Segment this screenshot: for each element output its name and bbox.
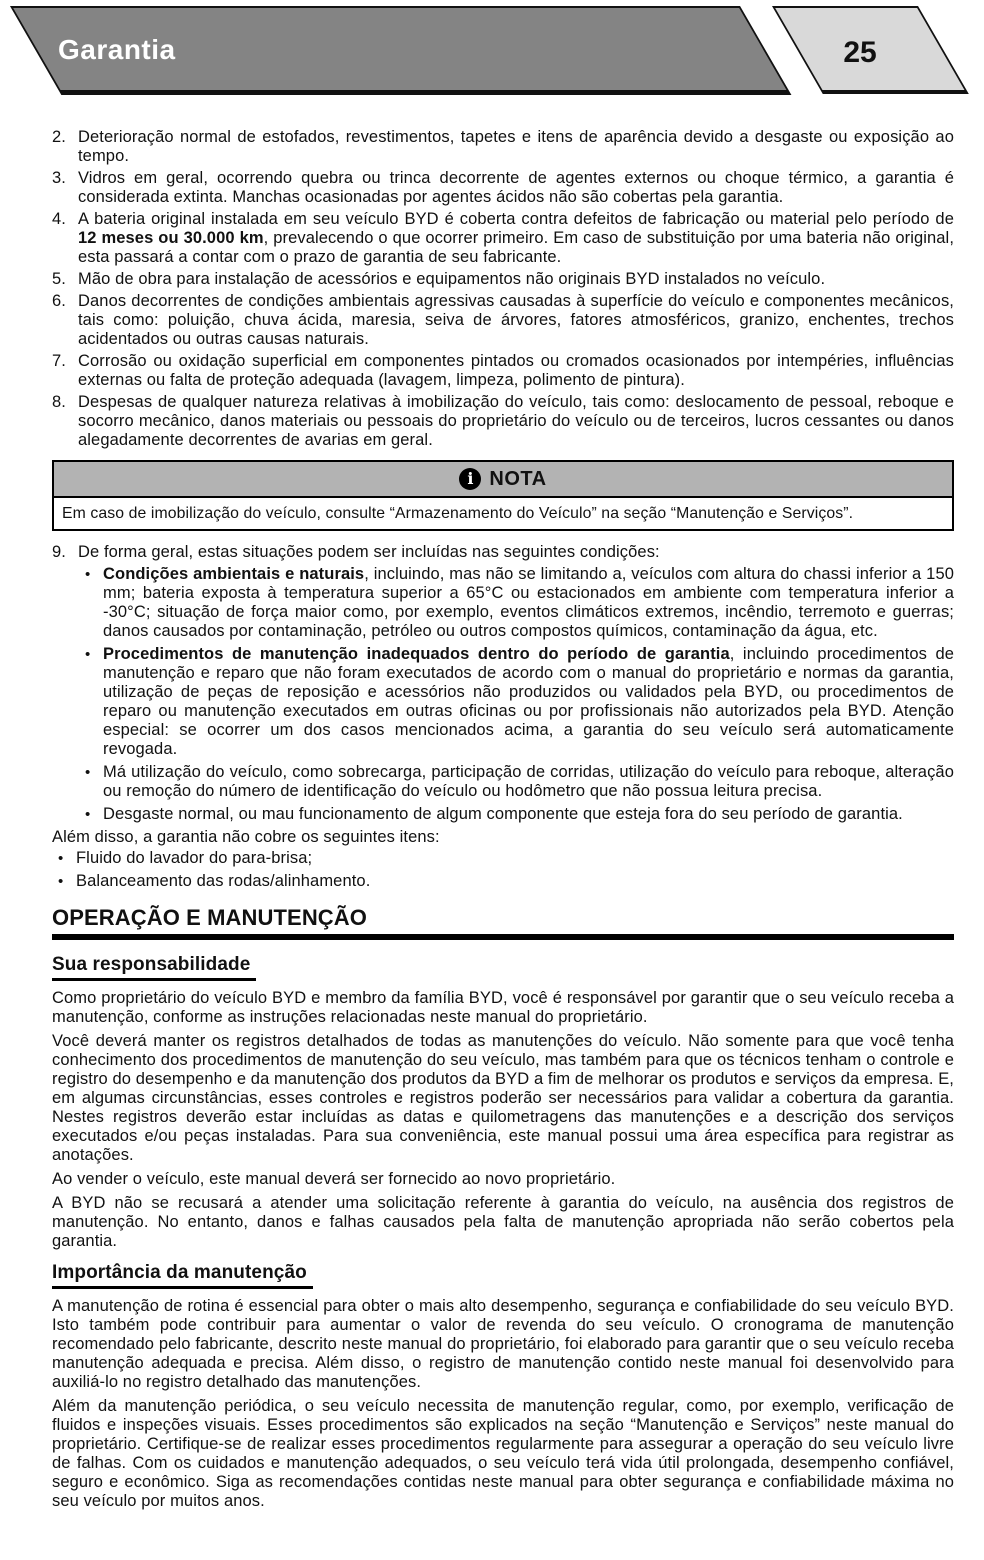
condition-bullet-item xyxy=(85,805,954,824)
bullet-icon: • xyxy=(85,806,91,823)
list-item-9 xyxy=(52,543,954,562)
bullet-text xyxy=(103,805,954,824)
item-number: 7. xyxy=(52,352,66,370)
list-item xyxy=(52,128,954,166)
bullet-icon: • xyxy=(85,646,91,663)
list-item xyxy=(52,270,954,289)
bullet-icon: • xyxy=(58,850,64,867)
additional-bullet-item xyxy=(58,849,954,868)
item-text xyxy=(78,270,954,289)
list-item xyxy=(52,352,954,390)
item-number: 9. xyxy=(52,543,66,561)
paragraph: A BYD não se recusará a atender uma solicitação referente à garantia do veículo, na ausência dos registros de manutenção. No entanto, danos e falhas causados pela falta de manutenção apropriada não serão cobertos pela garantia. xyxy=(52,1194,954,1250)
item-text xyxy=(78,128,954,166)
condition-bullet-item xyxy=(85,565,954,641)
page-title: Garantia xyxy=(58,34,176,65)
text-segment: Má utilização do veículo, como sobrecarga, participação de corridas, utilização do veículo para reboque, alteração ou remoção do número de identificação do veículo ou hodômetro que não possua leitura precisa. xyxy=(103,763,954,800)
bullet-text xyxy=(103,763,954,801)
subsection-title: Sua responsabilidade xyxy=(52,954,256,981)
text-segment: Danos decorrentes de condições ambientais agressivas causadas à superfície do veículo e componentes mecânicos, tais como: poluição, chuva ácida, maresia, seiva de árvores, fatores atmosféricos, granizo, enchentes, trechos acidentados ou outras causas naturais. xyxy=(78,292,954,348)
text-segment: Mão de obra para instalação de acessórios e equipamentos não originais BYD instalados no veículo. xyxy=(78,270,826,288)
paragraph: Como proprietário do veículo BYD e membro da família BYD, você é responsável por garantir que o seu veículo receba a manutenção, conforme as instruções relacionadas neste manual do proprietário. xyxy=(52,989,954,1026)
nota-box xyxy=(52,460,954,531)
item-text xyxy=(78,169,954,207)
list-item xyxy=(52,292,954,349)
bold-text-segment: Procedimentos de manutenção inadequados dentro do período de garantia xyxy=(103,645,730,663)
bold-text-segment: Condições ambientais e naturais xyxy=(103,565,365,583)
bullet-text: Fluido do lavador do para-brisa; xyxy=(76,849,313,867)
nota-header xyxy=(54,462,952,498)
list-item xyxy=(52,393,954,450)
item-text xyxy=(78,352,954,390)
subsection xyxy=(52,948,954,1251)
subsection xyxy=(52,1256,954,1511)
text-segment: Despesas de qualquer natureza relativas à imobilização do veículo, tais como: deslocamento de pessoal, reboque e socorro mecânico, danos materiais ou pessoais do proprietário do veículo ou de terceiros, lucros cessantes ou danos alegadamente decorrentes de avarias em geral. xyxy=(78,393,954,449)
condition-bullet-list xyxy=(52,565,954,824)
additional-intro: Além disso, a garantia não cobre os seguintes itens: xyxy=(52,828,440,846)
bullet-text: Balanceamento das rodas/alinhamento. xyxy=(76,872,371,890)
condition-bullet-item xyxy=(85,645,954,759)
text-segment: Corrosão ou oxidação superficial em componentes pintados ou cromados ocasionados por intempéries, influências externas ou falta de proteção adequada (lavagem, limpeza, polimento de pintura). xyxy=(78,352,954,389)
paragraph: Ao vender o veículo, este manual deverá ser fornecido ao novo proprietário. xyxy=(52,1170,616,1188)
page-number: 25 xyxy=(843,36,877,69)
info-icon-glyph: i xyxy=(467,469,474,488)
paragraph: Você deverá manter os registros detalhados de todas as manutenções do veículo. Não somente para que você tenha conhecimento dos procedimentos de manutenção do seu veículo, mas também para que os técnicos tenham o controle e registro do desempenho e da manutenção dos produtos da BYD a fim de melhorar os produtos e serviços da empresa. E, em algumas circunstâncias, esses controles e registros poderão ser necessários para validar a cobertura da garantia. Nestes registros deverão estar incluídas as datas e quilometragens das manutenções e a descrição dos serviços executados e/ou peças instaladas. Para sua conveniência, este manual possui uma área específica para registrar as anotações. xyxy=(52,1032,954,1164)
bullet-text xyxy=(103,645,954,759)
section-title-underline xyxy=(52,934,954,940)
page-header xyxy=(0,0,984,100)
text-segment: Vidros em geral, ocorrendo quebra ou trinca decorrente de agentes externos ou choque térmico, a garantia é considerada extinta. Manchas ocasionadas por agentes ácidos não são cobertas pela garantia. xyxy=(78,169,954,206)
text-segment: Deterioração normal de estofados, revestimentos, tapetes e itens de aparência devido a desgaste ou exposição ao tempo. xyxy=(78,128,954,165)
list-item xyxy=(52,169,954,207)
item-number: 5. xyxy=(52,270,66,288)
warranty-exclusion-list xyxy=(52,128,954,450)
subsections xyxy=(52,948,954,1511)
paragraph: Além da manutenção periódica, o seu veículo necessita de manutenção regular, como, por exemplo, verificação de fluidos e inspeções visuais. Esses procedimentos são explicados na seção “Manutenção e Serviços” neste manual do proprietário. Certifique-se de realizar esses procedimentos regularmente para assegurar a operação do seu veículo livre de falhas. Com os cuidados e manutenção adequados, o seu veículo terá vida útil prolongada, desempenho confiável, seguro e econômico. Siga as recomendações contidas neste manual para obter segurança e confiabilidade máxima no seu veículo por muitos anos. xyxy=(52,1397,954,1510)
item-number: 6. xyxy=(52,292,66,310)
nota-title: NOTA xyxy=(489,467,547,490)
bullet-icon: • xyxy=(85,566,91,583)
info-icon xyxy=(459,468,481,490)
subsection-title: Importância da manutenção xyxy=(52,1262,313,1289)
paragraph: A manutenção de rotina é essencial para obter o mais alto desempenho, segurança e confiabilidade do seu veículo BYD. Isto também pode contribuir para aumentar o valor de revenda do seu veículo. O cronograma de manutenção recomendado pelo fabricante, descrito neste manual do proprietário, foi elaborado para garantir que o seu veículo receba manutenção adequada e precisa. Além disso, o registro de manutenção contido neste manual foi desenvolvido para auxiliá-lo no registro detalhado das manutenções. xyxy=(52,1297,954,1391)
text-segment: , incluindo procedimentos de manutenção e reparo que não foram executados de acordo com o manual do proprietário e normas da garantia, utilização de peças de reposição e acessórios não produzidos ou validados pela BYD, ou procedimentos de reparo ou manutenção executados em outras oficinas ou por profissionais não autorizados pela BYD. Atenção especial: se ocorrer um dos casos mencionados acima, a garantia do seu veículo será automaticamente revogada. xyxy=(103,645,954,758)
item-text xyxy=(78,292,954,349)
condition-bullet-item xyxy=(85,763,954,801)
text-segment: , incluindo, mas não se limitando a, veículos com altura do chassi inferior a 150 mm; bateria exposta à temperatura superior a 65°C ou estacionados em ambiente com temperatura inferior a -30°C; situação de força maior como, por exemplo, eventos climáticos extremos, incêndio, terremoto e guerras; danos causados por contaminação, petróleo ou outros compostos químicos, contaminação da água, etc. xyxy=(103,565,954,640)
bullet-text xyxy=(103,565,954,641)
item-text xyxy=(78,210,954,267)
text-segment: Desgaste normal, ou mau funcionamento de algum componente que esteja fora do seu período de garantia. xyxy=(103,805,903,823)
bold-text-segment: 12 meses ou 30.000 km xyxy=(78,229,264,247)
item-text: De forma geral, estas situações podem ser incluídas nas seguintes condições: xyxy=(78,543,660,561)
bullet-icon: • xyxy=(58,873,64,890)
additional-bullet-list xyxy=(52,849,954,891)
nota-text: Em caso de imobilização do veículo, consulte “Armazenamento do Veículo” na seção “Manutenção e Serviços”. xyxy=(62,505,854,522)
text-segment: A bateria original instalada em seu veículo BYD é coberta contra defeitos de fabricação ou material pelo período de xyxy=(78,210,954,228)
bullet-icon: • xyxy=(85,764,91,781)
item-number: 8. xyxy=(52,393,66,411)
item-number: 2. xyxy=(52,128,66,146)
text-segment: , prevalecendo o que ocorrer primeiro. Em caso de substituição por uma bateria não original, esta passará a contar com o prazo de garantia de seu fabricante. xyxy=(78,229,955,266)
item-text xyxy=(78,393,954,450)
item-number: 4. xyxy=(52,210,66,228)
additional-bullet-item xyxy=(58,872,954,891)
item-number: 3. xyxy=(52,169,66,187)
content-column xyxy=(52,128,954,1516)
section-title: OPERAÇÃO E MANUTENÇÃO xyxy=(52,905,367,930)
list-item xyxy=(52,210,954,267)
